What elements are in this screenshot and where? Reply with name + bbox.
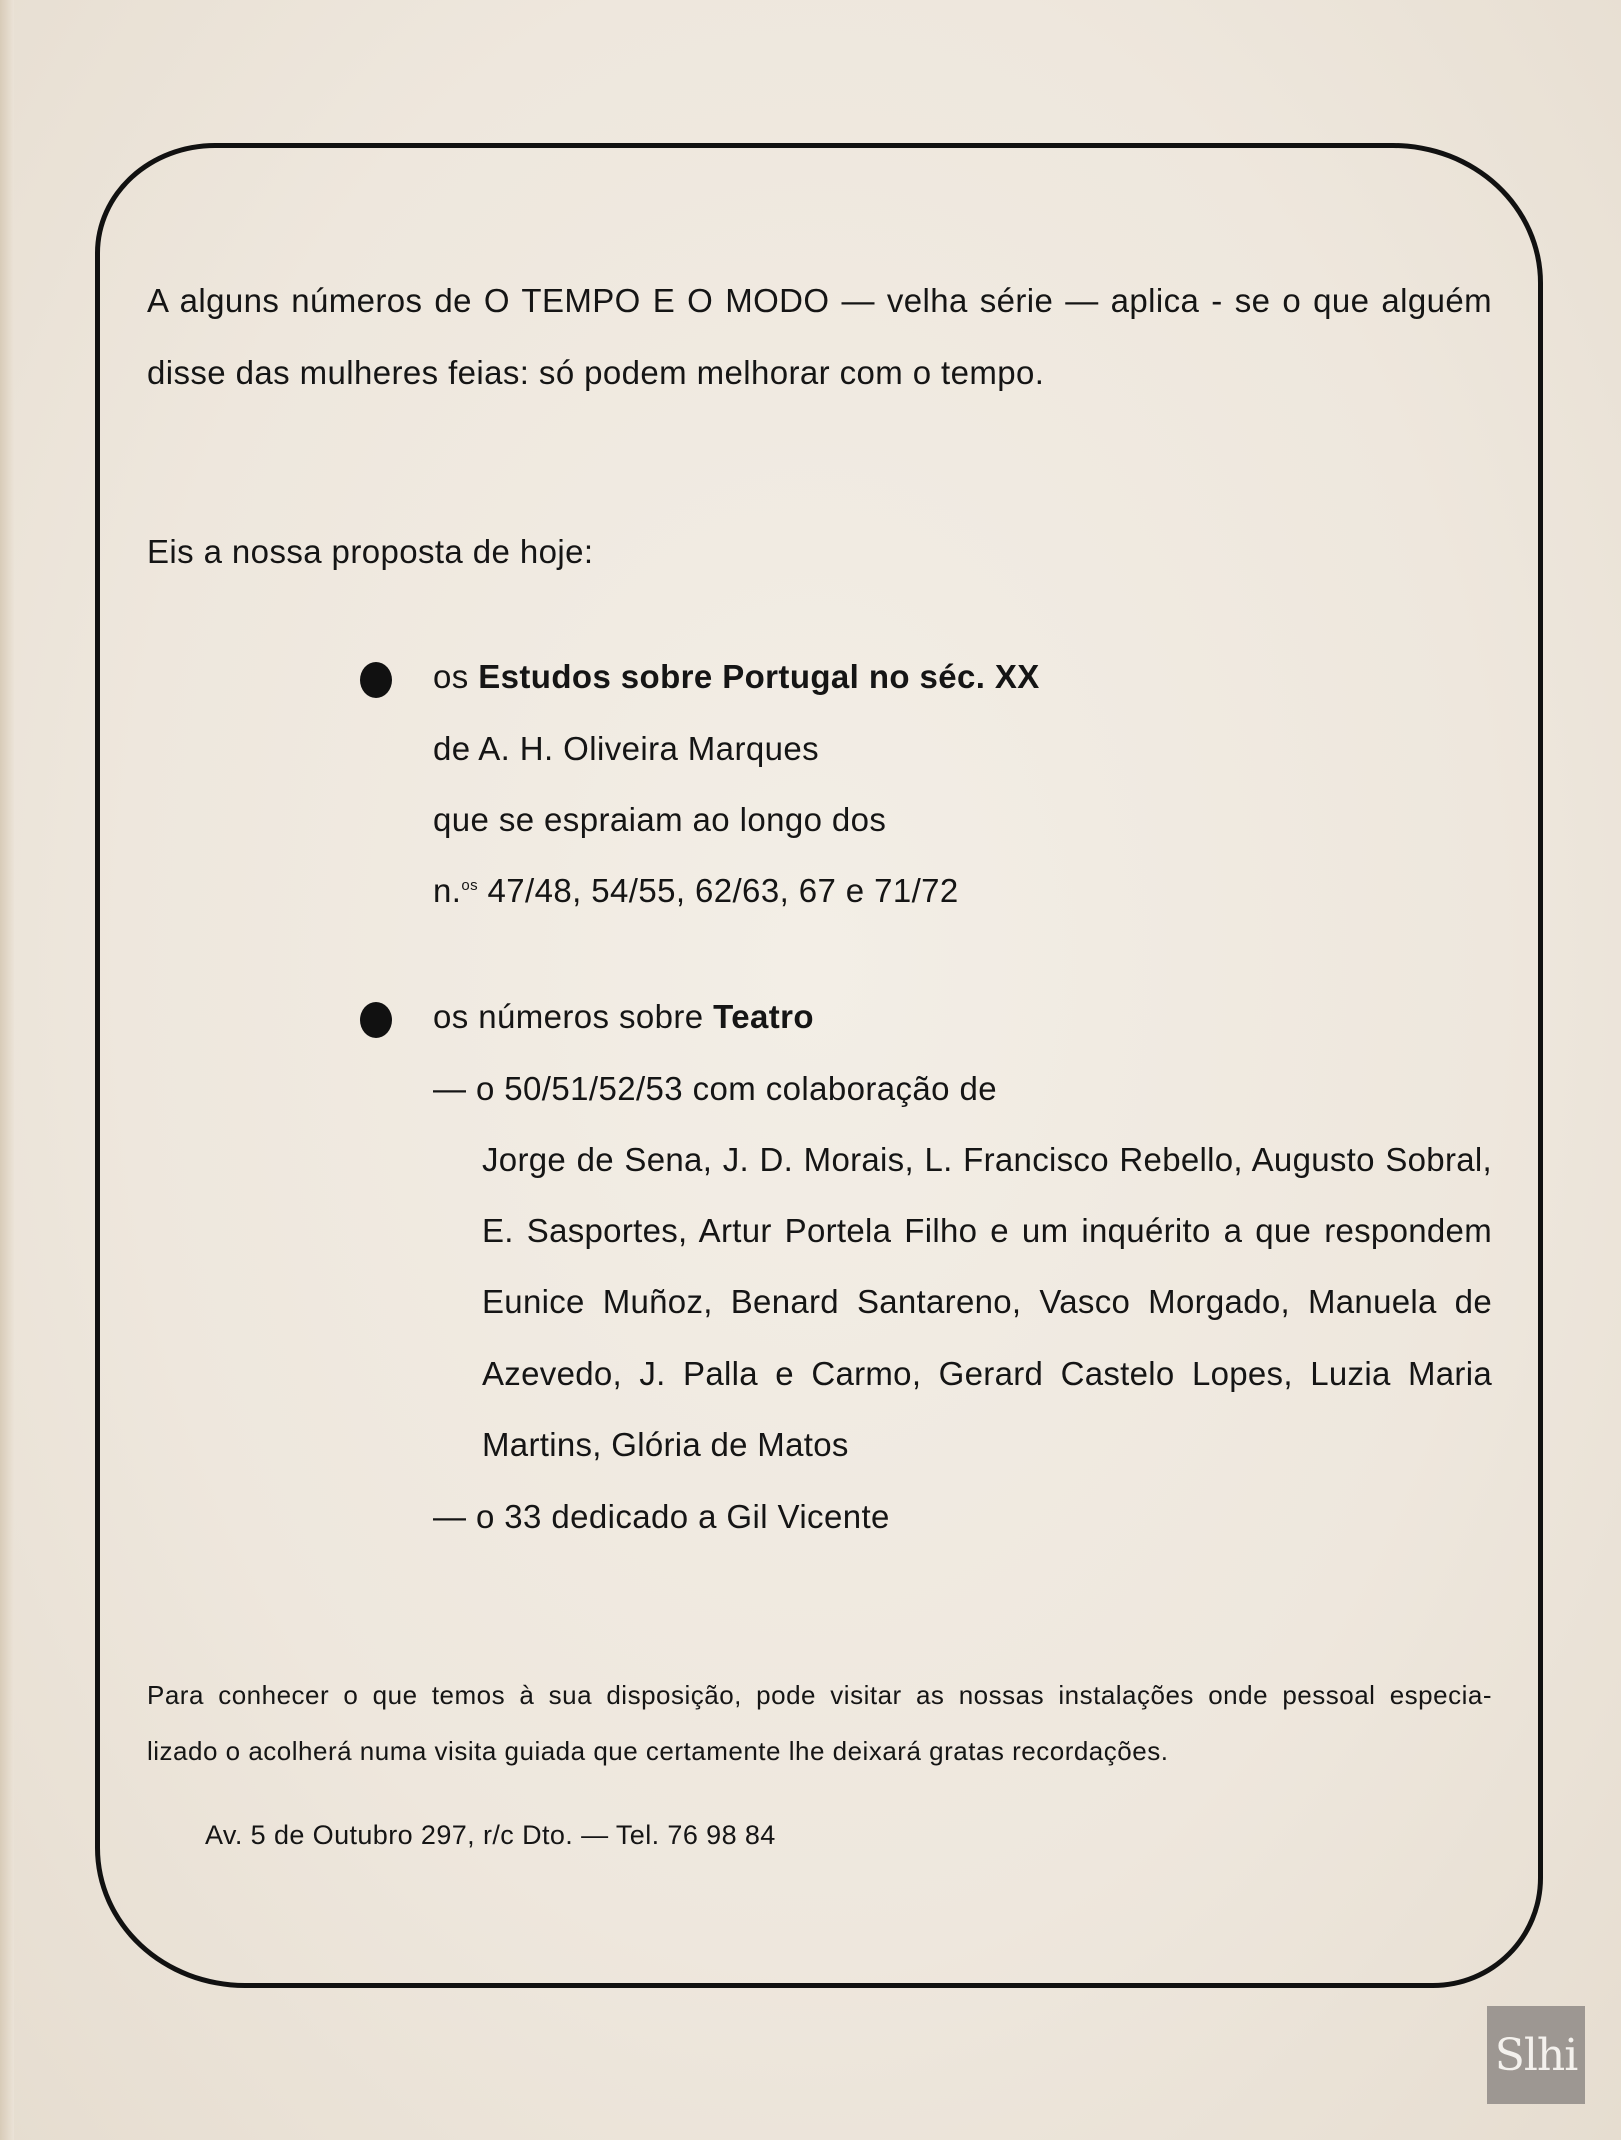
contributors-line-5: Martins, Glória de Matos xyxy=(482,1426,849,1463)
item1-issues-sup: os xyxy=(461,877,478,894)
item1-prefix: os xyxy=(433,658,479,695)
intro-line-2: disse das mulheres feias: só podem melhorar com o tempo. xyxy=(147,354,1045,391)
item2-issue-50: — o 50/51/52/53 com colaboração de xyxy=(433,1070,997,1107)
bullet-icon xyxy=(360,1002,392,1038)
contributors-line-1: Jorge de Sena, J. D. Morais, L. Francisco Rebello, Augusto Sobral, xyxy=(482,1141,1492,1178)
address: Av. 5 de Outubro 297, r/c Dto. — Tel. 76 98 84 xyxy=(205,1820,776,1850)
item1-title: Estudos sobre Portugal no séc. XX xyxy=(478,658,1040,695)
rounded-frame xyxy=(95,143,1543,1988)
proposal-heading: Eis a nossa proposta de hoje: xyxy=(147,533,594,570)
item1-issues-prefix: n. xyxy=(433,872,462,909)
item1-issues-rest: 47/48, 54/55, 62/63, 67 e 71/72 xyxy=(477,872,959,909)
item1-issues xyxy=(433,872,959,910)
item1-author: de A. H. Oliveira Marques xyxy=(433,730,819,767)
contributors-line-2: E. Sasportes, Artur Portela Filho e um inquérito a que respondem xyxy=(482,1212,1492,1249)
item2-prefix: os números sobre xyxy=(433,998,714,1035)
contributors-line-3: Eunice Muñoz, Benard Santareno, Vasco Morgado, Manuela de xyxy=(482,1283,1492,1320)
item1-line3: que se espraiam ao longo dos xyxy=(433,801,887,838)
page-edge xyxy=(0,0,14,2140)
contributors-line-4: Azevedo, J. Palla e Carmo, Gerard Castelo Lopes, Luzia Maria xyxy=(482,1355,1492,1392)
item1-title-line xyxy=(433,658,1040,696)
visit-line-1: Para conhecer o que temos à sua disposição, pode visitar as nossas instalações onde pessoal especia- xyxy=(147,1680,1492,1710)
intro-line-1: A alguns números de O TEMPO E O MODO — velha série — aplica - se o que alguém xyxy=(147,282,1492,319)
item2-title-line xyxy=(433,998,814,1036)
bullet-icon xyxy=(360,662,392,698)
archive-logo: Slhi xyxy=(1487,2006,1585,2104)
item2-title: Teatro xyxy=(713,998,814,1035)
visit-line-2: lizado o acolherá numa visita guiada que certamente lhe deixará gratas recordações. xyxy=(147,1736,1169,1766)
item2-issue-33: — o 33 dedicado a Gil Vicente xyxy=(433,1498,890,1535)
